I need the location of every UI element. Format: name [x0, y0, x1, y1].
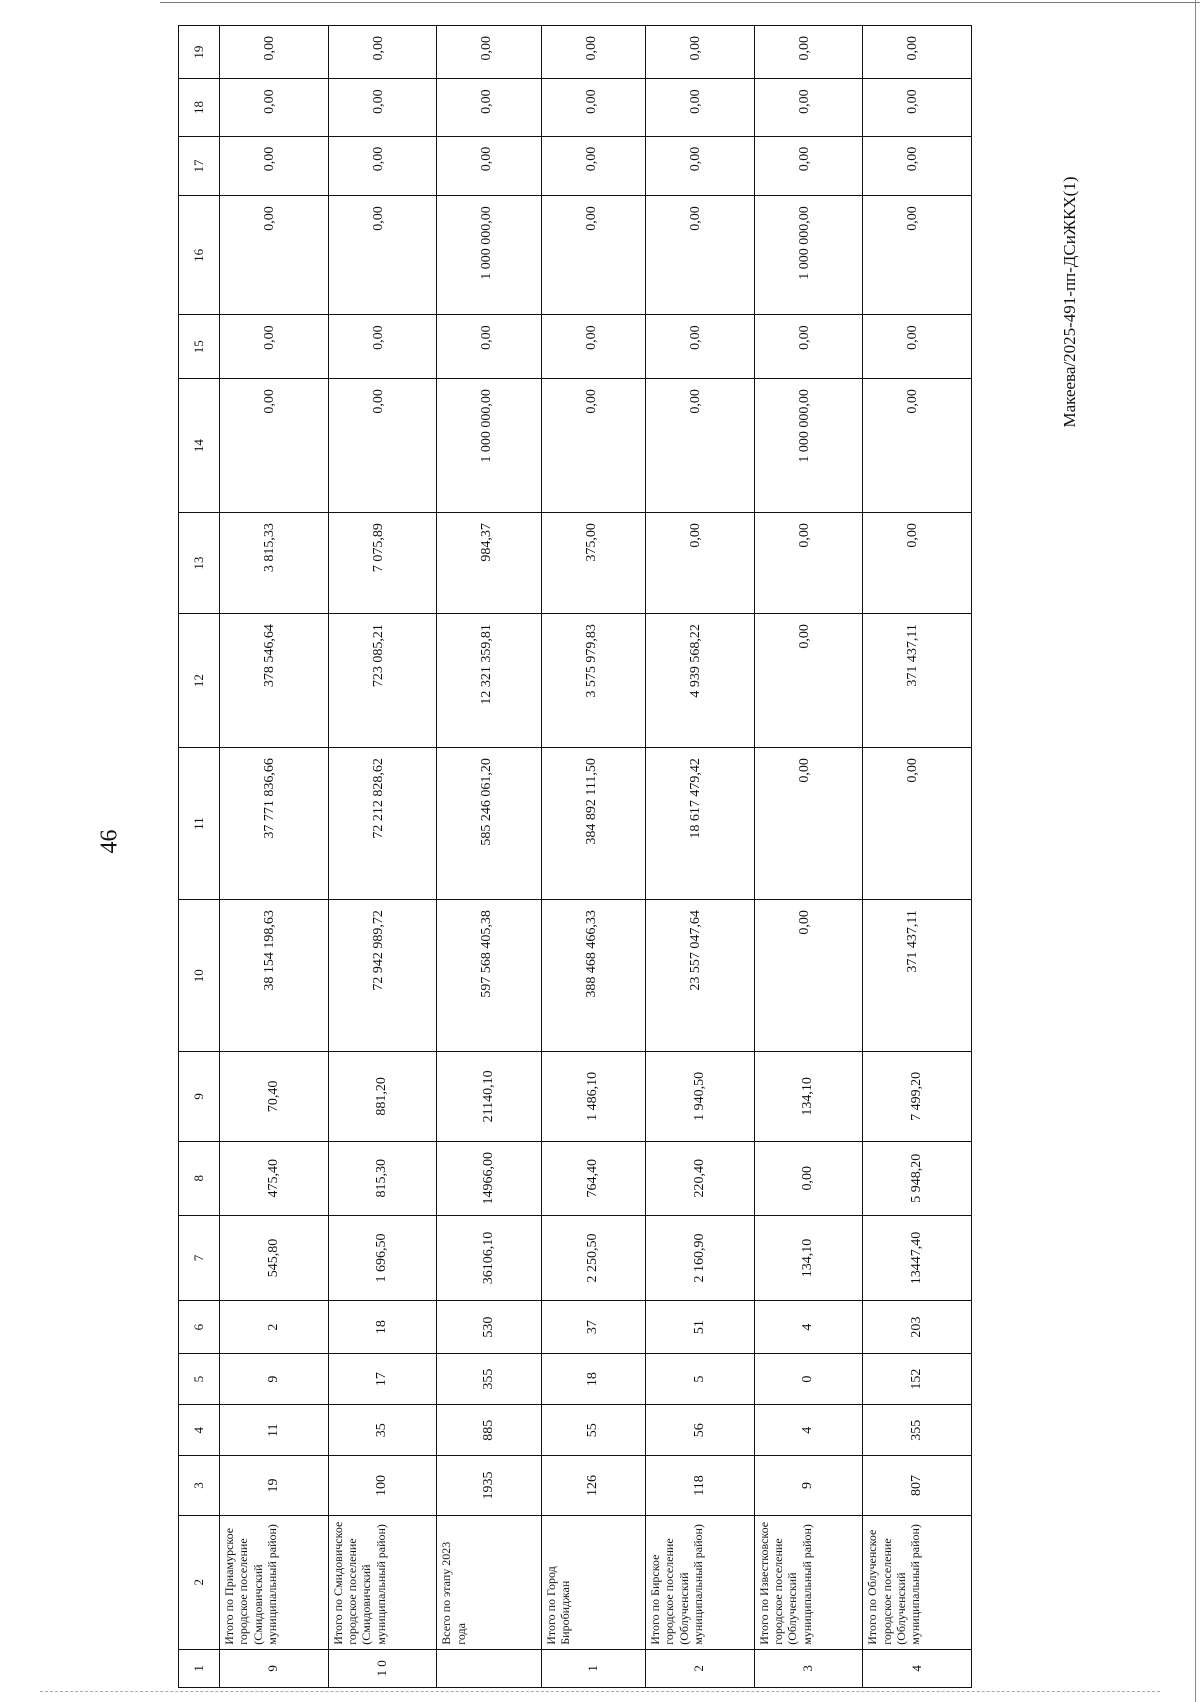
area-cell: 2 250,50: [541, 1215, 645, 1300]
amount-cell: 0,00: [328, 26, 437, 79]
row-index: 3: [754, 1649, 863, 1687]
area-cell: 1 696,50: [328, 1215, 437, 1300]
area-cell: 5 948,20: [863, 1141, 972, 1215]
amount-cell: 0,00: [863, 26, 972, 79]
amount-cell: 0,00: [646, 196, 755, 315]
row-name: Итого по Облученское городское поселение (Облученский муниципальный район): [863, 1515, 972, 1649]
count-cell: 5: [646, 1354, 755, 1405]
column-header: 15: [179, 315, 220, 379]
area-cell: 14966,00: [437, 1141, 541, 1215]
area-cell: 2 160,90: [646, 1215, 755, 1300]
row-name: Итого по Бирское городское поселение (Облученский муниципальный район): [646, 1515, 755, 1649]
amount-cell: 0,00: [754, 136, 863, 196]
amount-cell: 378 546,64: [220, 614, 329, 748]
row-name: Итого по Смидовичское городское поселение (Смидовичский муниципальный район): [328, 1515, 437, 1649]
amount-cell: 0,00: [328, 196, 437, 315]
area-cell: 815,30: [328, 1141, 437, 1215]
amount-cell: 371 437,11: [863, 900, 972, 1052]
row-name: Итого по Известковское городское поселение (Облученский муниципальный район): [754, 1515, 863, 1649]
row-index: 2: [646, 1649, 755, 1687]
amount-cell: 37 771 836,66: [220, 748, 329, 900]
count-cell: 203: [863, 1301, 972, 1354]
count-cell: 1935: [437, 1456, 541, 1516]
amount-cell: 0,00: [754, 513, 863, 614]
column-header: 19: [179, 26, 220, 79]
amount-cell: 0,00: [754, 748, 863, 900]
amount-cell: 1 000 000,00: [754, 379, 863, 513]
column-header: 3: [179, 1456, 220, 1516]
count-cell: 18: [328, 1301, 437, 1354]
count-cell: 11: [220, 1405, 329, 1456]
count-cell: 2: [220, 1301, 329, 1354]
amount-cell: 0,00: [220, 79, 329, 136]
count-cell: 885: [437, 1405, 541, 1456]
amount-cell: 0,00: [220, 379, 329, 513]
amount-cell: 72 212 828,62: [328, 748, 437, 900]
count-cell: 56: [646, 1405, 755, 1456]
amount-cell: 38 154 198,63: [220, 900, 329, 1052]
page-number: 46: [96, 829, 123, 854]
table-row: [220, 26, 329, 1688]
amount-cell: 0,00: [437, 26, 541, 79]
count-cell: 807: [863, 1456, 972, 1516]
area-cell: 881,20: [328, 1052, 437, 1141]
count-cell: 530: [437, 1301, 541, 1354]
amount-cell: 375,00: [541, 513, 645, 614]
amount-cell: 0,00: [328, 315, 437, 379]
count-cell: 19: [220, 1456, 329, 1516]
count-cell: 355: [863, 1405, 972, 1456]
area-cell: 1 940,50: [646, 1052, 755, 1141]
area-cell: 764,40: [541, 1141, 645, 1215]
amount-cell: 0,00: [646, 26, 755, 79]
area-cell: 36106,10: [437, 1215, 541, 1300]
count-cell: 118: [646, 1456, 755, 1516]
count-cell: 17: [328, 1354, 437, 1405]
count-cell: 152: [863, 1354, 972, 1405]
amount-cell: 371 437,11: [863, 614, 972, 748]
row-name: Итого по Город Биробиджан: [541, 1515, 645, 1649]
area-cell: 21140,10: [437, 1052, 541, 1141]
row-index: 1: [541, 1649, 645, 1687]
count-cell: 9: [754, 1456, 863, 1516]
column-header: 10: [179, 900, 220, 1052]
column-header: 5: [179, 1354, 220, 1405]
column-header: 16: [179, 196, 220, 315]
count-cell: 35: [328, 1405, 437, 1456]
amount-cell: 7 075,89: [328, 513, 437, 614]
amount-cell: 0,00: [863, 748, 972, 900]
column-header: 13: [179, 513, 220, 614]
row-index: 1 0: [328, 1649, 437, 1687]
amount-cell: 0,00: [863, 196, 972, 315]
amount-cell: 0,00: [220, 136, 329, 196]
area-cell: 13447,40: [863, 1215, 972, 1300]
bottom-rule: [40, 1691, 1160, 1692]
amount-cell: 0,00: [328, 79, 437, 136]
amount-cell: 984,37: [437, 513, 541, 614]
table-row: [863, 26, 972, 1688]
area-cell: 0,00: [754, 1141, 863, 1215]
amount-cell: 0,00: [541, 379, 645, 513]
amount-cell: 0,00: [328, 379, 437, 513]
column-header: 12: [179, 614, 220, 748]
amount-cell: 0,00: [863, 136, 972, 196]
amount-cell: 0,00: [646, 136, 755, 196]
amount-cell: 3 815,33: [220, 513, 329, 614]
amount-cell: 0,00: [220, 26, 329, 79]
count-cell: 37: [541, 1301, 645, 1354]
top-rule: [160, 2, 1200, 3]
count-cell: 0: [754, 1354, 863, 1405]
amount-cell: 0,00: [541, 196, 645, 315]
row-index: 9: [220, 1649, 329, 1687]
column-number-row: [179, 26, 220, 1688]
amount-cell: 0,00: [863, 315, 972, 379]
count-cell: 4: [754, 1301, 863, 1354]
table-row: [541, 26, 645, 1688]
count-cell: 51: [646, 1301, 755, 1354]
data-table: [178, 25, 972, 1688]
count-cell: 4: [754, 1405, 863, 1456]
area-cell: 70,40: [220, 1052, 329, 1141]
area-cell: 1 486,10: [541, 1052, 645, 1141]
column-header: 9: [179, 1052, 220, 1141]
amount-cell: 4 939 568,22: [646, 614, 755, 748]
amount-cell: 0,00: [220, 196, 329, 315]
area-cell: 7 499,20: [863, 1052, 972, 1141]
column-header: 1: [179, 1649, 220, 1687]
amount-cell: 1 000 000,00: [754, 196, 863, 315]
column-header: 11: [179, 748, 220, 900]
amount-cell: 3 575 979,83: [541, 614, 645, 748]
table-row: [328, 26, 437, 1688]
area-cell: 134,10: [754, 1052, 863, 1141]
amount-cell: 388 468 466,33: [541, 900, 645, 1052]
table-row: [646, 26, 755, 1688]
area-cell: 134,10: [754, 1215, 863, 1300]
amount-cell: 12 321 359,81: [437, 614, 541, 748]
column-header: 17: [179, 136, 220, 196]
amount-cell: 0,00: [863, 79, 972, 136]
amount-cell: 0,00: [220, 315, 329, 379]
amount-cell: 0,00: [541, 26, 645, 79]
amount-cell: 0,00: [437, 315, 541, 379]
amount-cell: 0,00: [646, 379, 755, 513]
amount-cell: 384 892 111,50: [541, 748, 645, 900]
amount-cell: 585 246 061,20: [437, 748, 541, 900]
amount-cell: 0,00: [437, 79, 541, 136]
amount-cell: 0,00: [328, 136, 437, 196]
count-cell: 355: [437, 1354, 541, 1405]
column-header: 14: [179, 379, 220, 513]
amount-cell: 72 942 989,72: [328, 900, 437, 1052]
amount-cell: 0,00: [541, 79, 645, 136]
amount-cell: 0,00: [863, 379, 972, 513]
footer-code: Макеева/2025-491-пп-ДСиЖКХ(1): [1060, 176, 1079, 428]
area-cell: 545,80: [220, 1215, 329, 1300]
amount-cell: 0,00: [646, 79, 755, 136]
area-cell: 475,40: [220, 1141, 329, 1215]
row-name: Итого по Приамурское городское поселение (Смидовичский муниципальный район): [220, 1515, 329, 1649]
table-row: [754, 26, 863, 1688]
amount-cell: 0,00: [646, 513, 755, 614]
amount-cell: 723 085,21: [328, 614, 437, 748]
count-cell: 18: [541, 1354, 645, 1405]
amount-cell: 597 568 405,38: [437, 900, 541, 1052]
column-header: 7: [179, 1215, 220, 1300]
row-index: 4: [863, 1649, 972, 1687]
amount-cell: 0,00: [863, 513, 972, 614]
amount-cell: 1 000 000,00: [437, 196, 541, 315]
amount-cell: 0,00: [754, 614, 863, 748]
column-header: 2: [179, 1515, 220, 1649]
count-cell: 126: [541, 1456, 645, 1516]
amount-cell: 0,00: [437, 136, 541, 196]
amount-cell: 1 000 000,00: [437, 379, 541, 513]
column-header: 8: [179, 1141, 220, 1215]
amount-cell: 0,00: [646, 315, 755, 379]
row-name: Всего по этапу 2023 года: [437, 1515, 541, 1649]
amount-cell: 0,00: [754, 79, 863, 136]
amount-cell: 0,00: [541, 136, 645, 196]
count-cell: 100: [328, 1456, 437, 1516]
amount-cell: 0,00: [754, 26, 863, 79]
amount-cell: 23 557 047,64: [646, 900, 755, 1052]
amount-cell: 0,00: [541, 315, 645, 379]
count-cell: 9: [220, 1354, 329, 1405]
amount-cell: 18 617 479,42: [646, 748, 755, 900]
row-index: [437, 1649, 541, 1687]
amount-cell: 0,00: [754, 315, 863, 379]
amount-cell: 0,00: [754, 900, 863, 1052]
rotated-table-wrapper: [178, 25, 972, 1688]
right-rule: [1195, 0, 1196, 1702]
column-header: 6: [179, 1301, 220, 1354]
table-row: [437, 26, 541, 1688]
area-cell: 220,40: [646, 1141, 755, 1215]
column-header: 4: [179, 1405, 220, 1456]
count-cell: 55: [541, 1405, 645, 1456]
column-header: 18: [179, 79, 220, 136]
